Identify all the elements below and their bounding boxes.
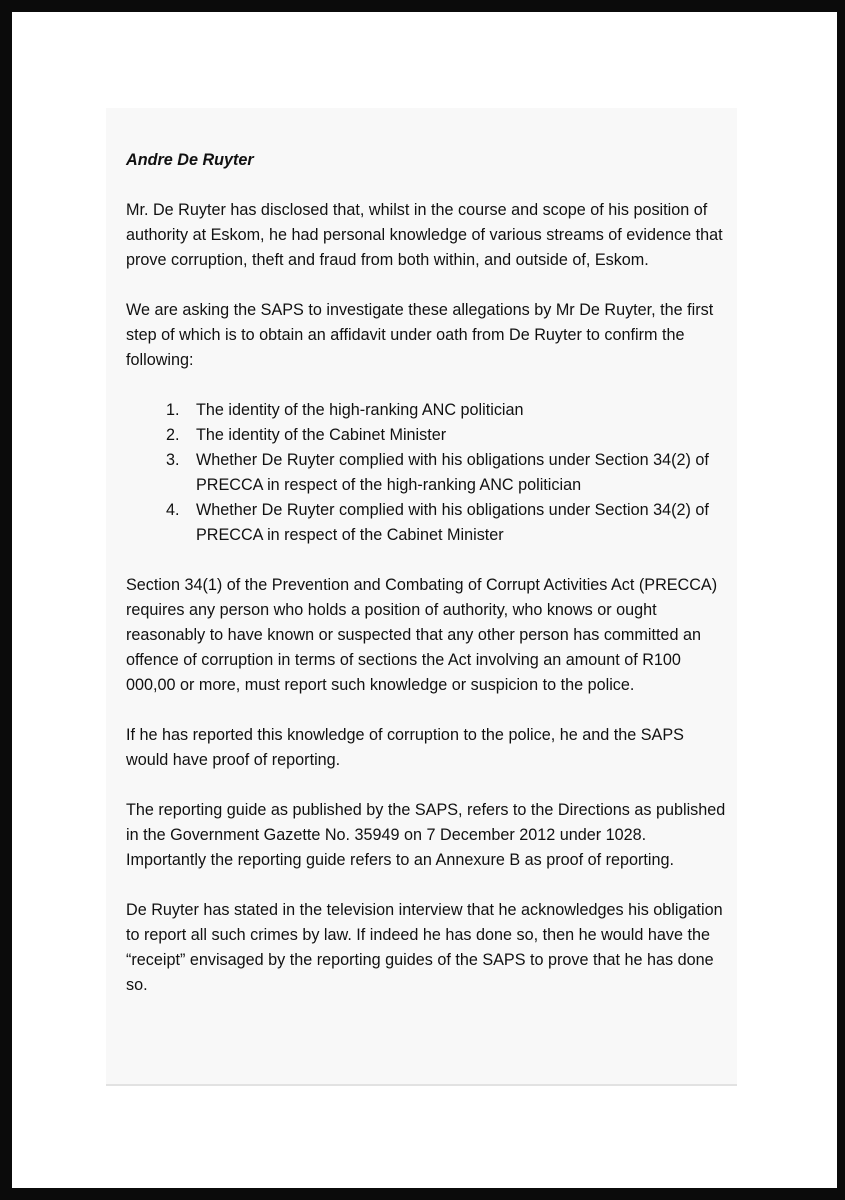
- paragraph-request: We are asking the SAPS to investigate these allegations by Mr De Ruyter, the first step of which is to obtain an affidavit under oath from De Ruyter to confirm the following:: [126, 301, 714, 369]
- list-item: [126, 448, 726, 498]
- document-page: [12, 12, 837, 1188]
- list-item-text: The identity of the high-ranking ANC politician: [196, 401, 524, 419]
- confirmation-list: [126, 398, 726, 548]
- list-item: [126, 423, 726, 448]
- list-item-text: Whether De Ruyter complied with his obligations under Section 34(2) of PRECCA in respect of the Cabinet Minister: [196, 501, 709, 544]
- list-item-text: The identity of the Cabinet Minister: [196, 426, 447, 444]
- list-item-number: 1.: [166, 401, 180, 419]
- document-body: [126, 148, 726, 1023]
- content-box: [106, 108, 737, 1086]
- list-item: [126, 398, 726, 423]
- paragraph-disclosure: Mr. De Ruyter has disclosed that, whilst in the course and scope of his position of authority at Eskom, he had personal knowledge of various streams of evidence that prove corruption, theft and fraud from both within, and outside of, Eskom.: [126, 201, 723, 269]
- paragraph-proof: If he has reported this knowledge of corruption to the police, he and the SAPS would have proof of reporting.: [126, 726, 684, 769]
- paragraph-interview: De Ruyter has stated in the television interview that he acknowledges his obligation to report all such crimes by law. If indeed he has done so, then he would have the “receipt” envisaged by the reporting guides of the SAPS to prove that he has done so.: [126, 901, 723, 994]
- paragraph-section-34: Section 34(1) of the Prevention and Combating of Corrupt Activities Act (PRECCA) requires any person who holds a position of authority, who knows or ought reasonably to have known or suspected that any other person has committed an offence of corruption in terms of sections the Act involving an amount of R100 000,00 or more, must report such knowledge or suspicion to the police.: [126, 576, 718, 694]
- list-item-number: 3.: [166, 451, 180, 469]
- list-item-text: Whether De Ruyter complied with his obligations under Section 34(2) of PRECCA in respect of the high-ranking ANC politician: [196, 451, 709, 494]
- list-item-number: 4.: [166, 501, 180, 519]
- section-heading: Andre De Ruyter: [126, 151, 254, 169]
- list-item-number: 2.: [166, 426, 180, 444]
- paragraph-reporting-guide: The reporting guide as published by the SAPS, refers to the Directions as published in the Government Gazette No. 35949 on 7 December 2012 under 1028. Importantly the reporting guide refers to an Annexure B as proof of reporting.: [126, 801, 726, 869]
- list-item: [126, 498, 726, 548]
